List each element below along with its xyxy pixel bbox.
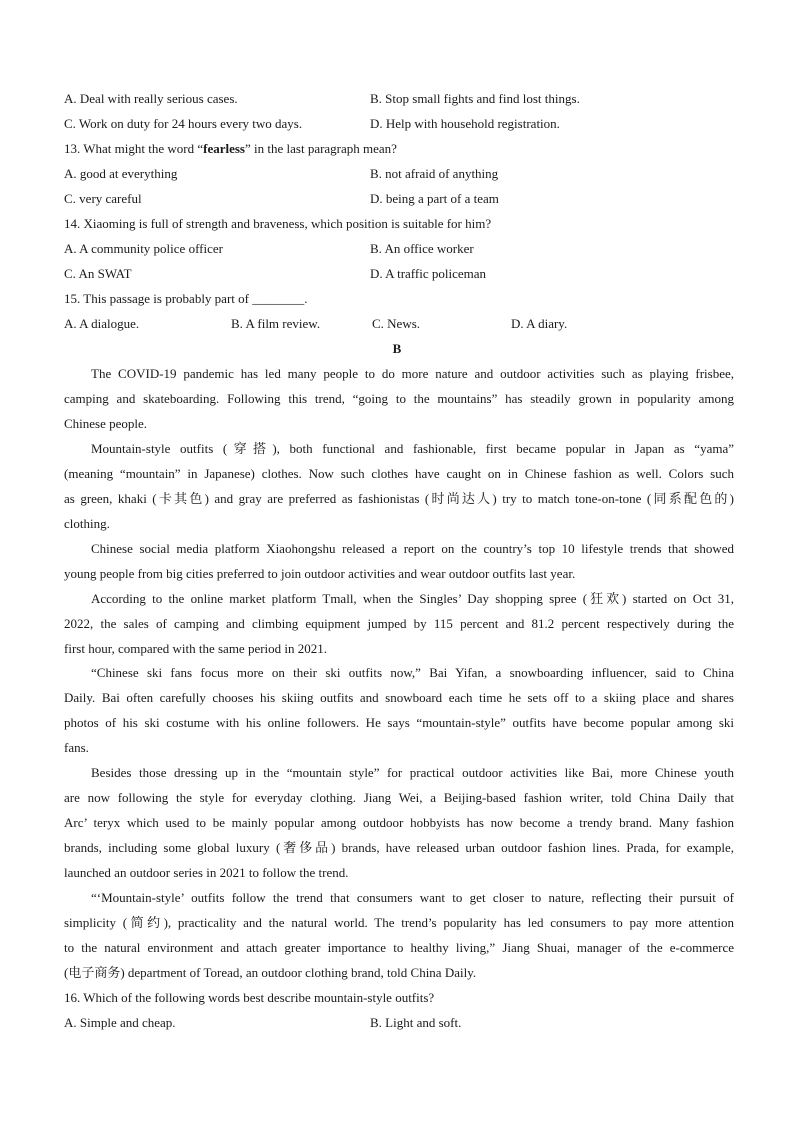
passage-p6-line-3: Arc’ teryx which used to be mainly popular among outdoor hobbyists has now become a trendy brand. Many fashion	[64, 815, 734, 830]
passage-p7-line-4: (电子商务) department of Toread, an outdoor clothing brand, told China Daily.	[64, 965, 477, 980]
passage-p1-line-1: The COVID-19 pandemic has led many people to do more nature and outdoor activities such as playing frisbee,	[91, 366, 734, 381]
q15-stem: 15. This passage is probably part of ________.	[64, 291, 308, 306]
q16-option-b: B. Light and soft.	[370, 1015, 462, 1030]
passage-p1-line-2: camping and skateboarding. Following this trend, “going to the mountains” has steadily grown in popularity among	[64, 391, 734, 406]
passage-p7-line-2: simplicity (简约), practicality and the natural world. The trend’s popularity has led consumers to pay more attention	[64, 915, 734, 930]
q14-stem: 14. Xiaoming is full of strength and braveness, which position is suitable for him?	[64, 216, 492, 231]
passage-p6-line-1: Besides those dressing up in the “mountain style” for practical outdoor activities like Bai, more Chinese youth	[91, 765, 734, 780]
q15-option-c: C. News.	[372, 316, 421, 331]
passage-p5-line-4: fans.	[64, 740, 89, 755]
passage-p1-line-3: Chinese people.	[64, 416, 148, 431]
q14-row-2	[64, 265, 734, 283]
q13-row-2	[64, 190, 734, 208]
passage-p6-line-2: are now following the style for everyday clothing. Jiang Wei, a Beijing-based fashion writer, told China Daily that	[64, 790, 734, 805]
passage-p5-line-3: photos of his ski costume with his online followers. He says “mountain-style” outfits have become popular among ski	[64, 715, 734, 730]
q15-option-d: D. A diary.	[511, 316, 568, 331]
q13-stem: 13. What might the word “fearless” in the last paragraph mean?	[64, 141, 397, 156]
q15-option-a: A. A dialogue.	[64, 316, 140, 331]
q13-option-c: C. very careful	[64, 191, 142, 206]
passage-p5-line-1: “Chinese ski fans focus more on their ski outfits now,” Bai Yifan, a snowboarding influencer, said to China	[91, 665, 734, 680]
q16-option-a: A. Simple and cheap.	[64, 1015, 176, 1030]
passage-p2-line-4: clothing.	[64, 516, 110, 531]
q14-row-1	[64, 240, 734, 258]
passage-p2-line-3: as green, khaki (卡其色) and gray are preferred as fashionistas (时尚达人) try to match tone-on-tone (同系配色的)	[64, 491, 734, 506]
q12-option-d: D. Help with household registration.	[370, 116, 560, 131]
q12-row-1	[64, 90, 734, 108]
passage-p6-line-4: brands, including some global luxury (奢侈品) brands, have released urban outdoor fashion lines. Prada, for example,	[64, 840, 734, 855]
q15-option-b: B. A film review.	[231, 316, 321, 331]
q13-option-d: D. being a part of a team	[370, 191, 499, 206]
q12-option-b: B. Stop small fights and find lost things.	[370, 91, 580, 106]
q16-row-1	[64, 1014, 734, 1032]
q14-option-b: B. An office worker	[370, 241, 474, 256]
q14-option-d: D. A traffic policeman	[370, 266, 487, 281]
passage-p4-line-2: 2022, the sales of camping and climbing equipment jumped by 115 percent and 81.2 percent respectively during the	[64, 616, 734, 631]
passage-p3-line-1: Chinese social media platform Xiaohongshu released a report on the country’s top 10 lifestyle trends that showed	[91, 541, 734, 556]
q16-stem: 16. Which of the following words best describe mountain-style outfits?	[64, 990, 435, 1005]
q13-option-b: B. not afraid of anything	[370, 166, 499, 181]
q14-option-c: C. An SWAT	[64, 266, 132, 281]
passage-p7-line-1: “‘Mountain-style’ outfits follow the trend that consumers want to get closer to nature, reflecting their pursuit of	[91, 890, 734, 905]
passage-p2-line-1: Mountain-style outfits (穿搭), both functional and fashionable, first became popular in Japan as “yama”	[91, 441, 734, 456]
q12-row-2	[64, 115, 734, 133]
passage-p3-line-2: young people from big cities preferred to join outdoor activities and wear outdoor outfits last year.	[64, 566, 576, 581]
q12-option-a: A. Deal with really serious cases.	[64, 91, 238, 106]
section-heading: B	[392, 341, 402, 356]
passage-p6-line-5: launched an outdoor series in 2021 to follow the trend.	[64, 865, 349, 880]
q12-option-c: C. Work on duty for 24 hours every two days.	[64, 116, 303, 131]
q15-options	[64, 315, 734, 333]
q13-row-1	[64, 165, 734, 183]
passage-p7-line-3: to the natural environment and attach greater importance to healthy living,” Jiang Shuai, manager of the e-commerce	[64, 940, 734, 955]
q13-keyword: fearless	[203, 141, 245, 156]
passage-p5-line-2: Daily. Bai often carefully chooses his skiing outfits and snowboard each time he sets off to a skiing place and shares	[64, 690, 734, 705]
passage-p2-line-2: (meaning “mountain” in Japanese) clothes. Now such clothes have caught on in Chinese fashion as well. Colors such	[64, 466, 734, 481]
passage-p4-line-3: first hour, compared with the same period in 2021.	[64, 641, 328, 656]
passage-p4-line-1: According to the online market platform Tmall, when the Singles’ Day shopping spree (狂欢) started on Oct 31,	[91, 591, 734, 606]
q13-option-a: A. good at everything	[64, 166, 178, 181]
q14-option-a: A. A community police officer	[64, 241, 223, 256]
